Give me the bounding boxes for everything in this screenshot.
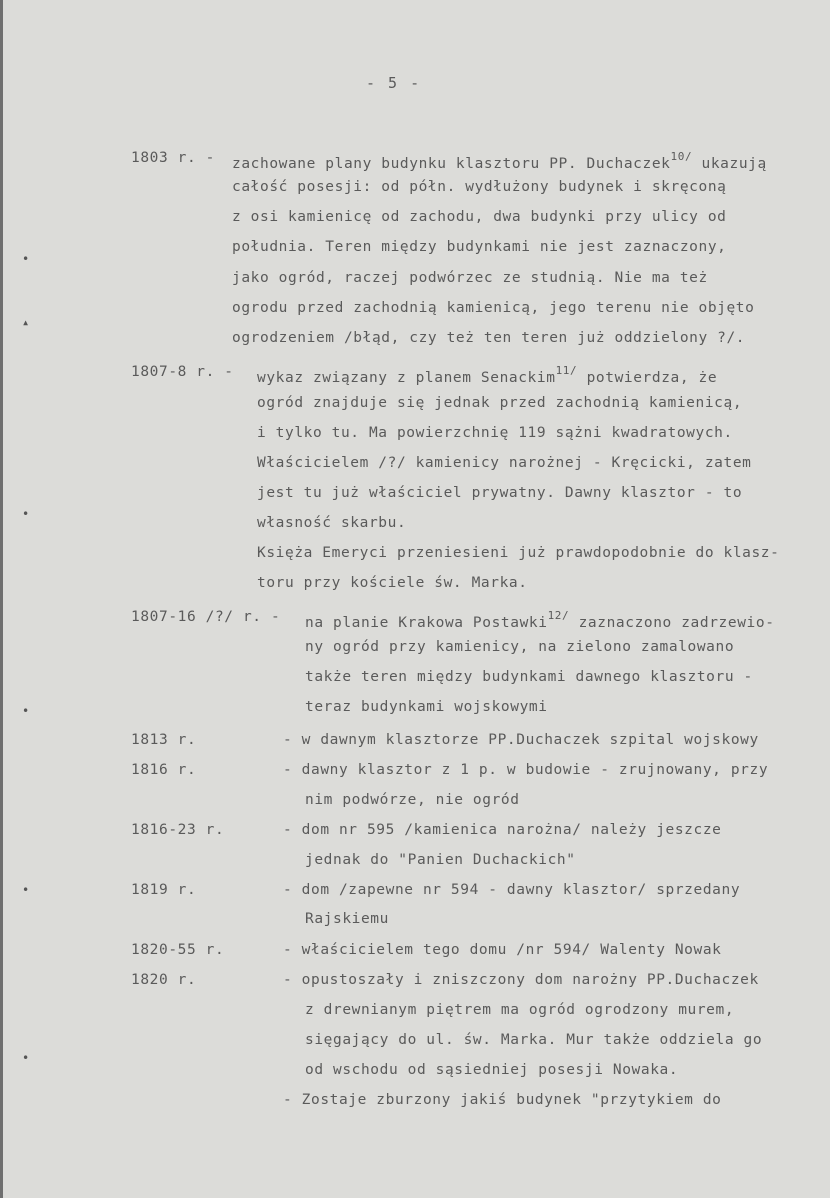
entry-line: z drewnianym piętrem ma ogród ogrodzony murem,: [305, 1002, 735, 1018]
margin-mark: •: [22, 507, 30, 521]
entry-line: południa. Teren między budynkami nie jest zaznaczony,: [232, 239, 727, 255]
entry-line: - dawny klasztor z 1 p. w budowie - zrujnowany, przy: [283, 762, 769, 778]
footnote-ref: 12/: [547, 609, 570, 622]
entry-line: z osi kamienicę od zachodu, dwa budynki przy ulicy od: [232, 209, 727, 225]
entry-line: całość posesji: od półn. wydłużony budynek i skręconą: [232, 179, 727, 195]
entry-line: sięgający do ul. św. Marka. Mur także oddziela go: [305, 1032, 763, 1048]
footnote-ref: 10/: [670, 150, 693, 163]
entry-line: - opustoszały i zniszczony dom narożny PP.Duchaczek: [283, 972, 759, 988]
margin-mark: •: [22, 1051, 30, 1065]
entry-date: 1819 r.: [131, 882, 197, 898]
entry-line: od wschodu od sąsiedniej posesji Nowaka.: [305, 1062, 679, 1078]
entry-line: Księża Emeryci przeniesieni już prawdopodobnie do klasz-: [257, 545, 780, 561]
margin-mark: •: [22, 883, 30, 897]
entry-date: 1820-55 r.: [131, 942, 225, 958]
entry-date: 1816 r.: [131, 762, 197, 778]
entry-date: 1803 r. -: [131, 150, 215, 166]
entry-line: jednak do "Panien Duchackich": [305, 852, 576, 868]
entry-line: teraz budynkami wojskowymi: [305, 699, 548, 715]
entry-line: ogrodu przed zachodnią kamienicą, jego terenu nie objęto: [232, 300, 755, 316]
entry-date: 1813 r.: [131, 732, 197, 748]
entry-line: ny ogród przy kamienicy, na zielono zamalowano: [305, 639, 735, 655]
entry-date: 1807-16 /?/ r. -: [131, 609, 281, 625]
entry-date: 1816-23 r.: [131, 822, 225, 838]
margin-mark: •: [22, 704, 30, 718]
entry-line: - Zostaje zburzony jakiś budynek "przytykiem do: [283, 1092, 722, 1108]
entry-date: 1807-8 r. -: [131, 364, 234, 380]
entry-line: - właścicielem tego domu /nr 594/ Walenty Nowak: [283, 942, 722, 958]
entry-line: własność skarbu.: [257, 515, 407, 531]
entry-date: 1820 r.: [131, 972, 197, 988]
entry-line: także teren między budynkami dawnego klasztoru -: [305, 669, 753, 685]
page-number: - 5 -: [366, 74, 422, 92]
entry-line: - w dawnym klasztorze PP.Duchaczek szpital wojskowy: [283, 732, 759, 748]
entry-line: Właścicielem /?/ kamienicy narożnej - Kręcicki, zatem: [257, 455, 752, 471]
entry-line: zachowane plany budynku klasztoru PP. Duchaczek$^{10/}$ ukazują: [232, 150, 767, 172]
entry-line: - dom nr 595 /kamienica narożna/ należy jeszcze: [283, 822, 722, 838]
entry-line: Rajskiemu: [305, 911, 389, 927]
entry-line: na planie Krakowa Postawki$^{12/}$ zaznaczono zadrzewio-: [305, 609, 775, 631]
entry-line: ogrodzeniem /błąd, czy też ten teren już oddzielony ?/.: [232, 330, 746, 346]
entry-line: wykaz związany z planem Senackim$^{11/}$ potwierdza, że: [257, 364, 718, 386]
margin-mark: •: [22, 252, 30, 266]
entry-line: jest tu już właściciel prywatny. Dawny klasztor - to: [257, 485, 743, 501]
entry-line: jako ogród, raczej podwórzec ze studnią. Nie ma też: [232, 270, 708, 286]
entry-line: nim podwórze, nie ogród: [305, 792, 520, 808]
entry-line: i tylko tu. Ma powierzchnię 119 sążni kwadratowych.: [257, 425, 733, 441]
margin-mark: ▴: [22, 315, 30, 329]
entry-line: - dom /zapewne nr 594 - dawny klasztor/ sprzedany: [283, 882, 741, 898]
entry-line: ogród znajduje się jednak przed zachodnią kamienicą,: [257, 395, 743, 411]
footnote-ref: 11/: [555, 364, 578, 377]
page-edge: [0, 0, 3, 1198]
entry-line: toru przy kościele św. Marka.: [257, 575, 528, 591]
